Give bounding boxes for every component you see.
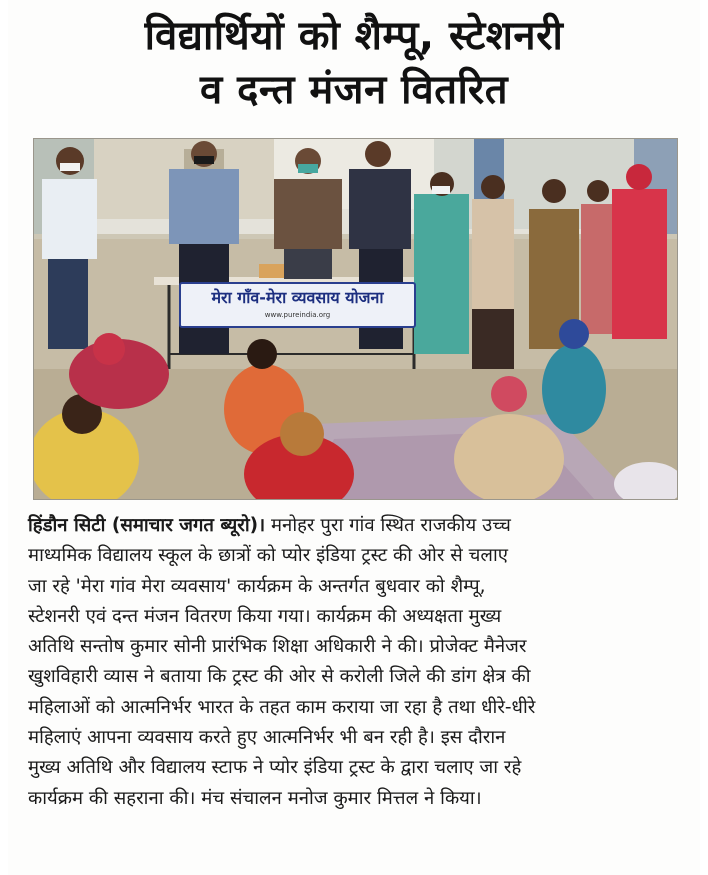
banner-text: मेरा गाँव-मेरा व्यवसाय योजना (211, 288, 384, 307)
banner-url: www.pureindia.org (264, 311, 331, 319)
news-photo (33, 138, 678, 500)
article-dateline: हिंडौन सिटी (समाचार जगत ब्यूरो)। (28, 515, 266, 536)
article-line-4: स्टेशनरी एवं दन्त मंजन वितरण किया गया। कार्यक्रम की अध्यक्षता मुख्य (28, 605, 502, 627)
article-line-8: महिलाएं आपना व्यवसाय करते हुए आत्मनिर्भर भी बन रही है। इस दौरान (28, 727, 506, 749)
article-line-1 (28, 511, 684, 541)
article-body (28, 511, 684, 814)
article-line-7: महिलाओं को आत्मनिर्भर भारत के तहत काम कराया जा रहा है तथा धीरे-धीरे (28, 696, 536, 718)
article-line-2: माध्यमिक विद्यालय स्कूल के छात्रों को प्योर इंडिया ट्रस्ट की ओर से चलाए (28, 545, 508, 567)
article-line-6: खुशविहारी व्यास ने बताया कि ट्रस्ट की ओर से करोली जिले की डांग क्षेत्र की (28, 666, 531, 688)
headline-line-1: विद्यार्थियों को शैम्पू, स्टेशनरी (144, 13, 564, 59)
article-line-3: जा रहे 'मेरा गांव मेरा व्यवसाय' कार्यक्रम के अन्तर्गत बुधवार को शैम्पू, (28, 575, 486, 597)
scheme-banner (179, 282, 416, 328)
article-line-1-text: मनोहर पुरा गांव स्थित राजकीय उच्च (265, 515, 511, 536)
article-line-10: कार्यक्रम की सहराना की। मंच संचालन मनोज कुमार मित्तल ने किया। (28, 787, 482, 809)
article-line-9: मुख्य अतिथि और विद्यालय स्टाफ ने प्योर इंडिया ट्रस्ट के द्वारा चलाए जा रहे (28, 757, 522, 779)
article-line-5: अतिथि सन्तोष कुमार सोनी प्रारंभिक शिक्षा अधिकारी ने की। प्रोजेक्ट मैनेजर (28, 636, 527, 658)
headline-line-2: व दन्त मंजन वितरित (199, 67, 509, 113)
